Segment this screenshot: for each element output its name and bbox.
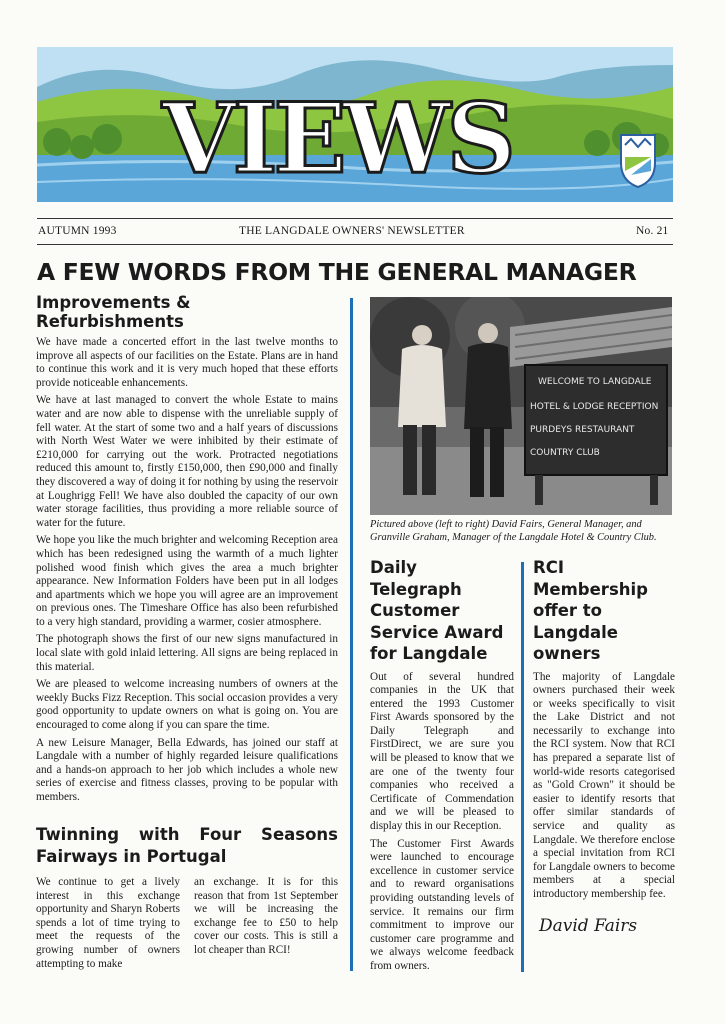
masthead-banner <box>37 47 673 202</box>
improvements-paragraph: A new Leisure Manager, Bella Edwards, has joined our staff at Langdale with a number of highly regarded leisure qualifications and a hands-on approach to her job which includes a whole new series of exercise and fitness classes, proving to be popular with members. <box>36 736 338 803</box>
telegraph-article <box>370 557 514 978</box>
twinning-body <box>36 876 338 975</box>
sign-line: HOTEL & LODGE RECEPTION <box>530 402 659 412</box>
issue-number: No. 21 <box>636 225 669 237</box>
header-rule-top <box>37 218 673 219</box>
twinning-col2: an exchange. It is for this reason that from 1st September we will be increasing the exchange fee to £50 to help cover our costs. This is still a lot cheaper than RCI! <box>194 876 338 956</box>
improvements-paragraph: We have made a concerted effort in the last twelve months to improve all aspects of our facilities on the Estate. Plans are in hand to continue this work and it is very much hoped that these efforts provide noticeable enhancements. <box>36 336 338 389</box>
improvements-heading: Improvements & Refurbishments <box>36 293 191 331</box>
telegraph-heading: Daily Telegraph Customer Service Award for Langdale <box>370 558 504 663</box>
twinning-heading-line1: Twinning with Four Seasons <box>36 825 338 844</box>
rci-body <box>533 671 675 902</box>
issue-season: AUTUMN 1993 <box>38 225 117 237</box>
photo-caption: Pictured above (left to right) David Fairs, General Manager, and Granville Graham, Manager of the Langdale Hotel & Country Club. <box>370 519 657 543</box>
twinning-article <box>36 824 338 975</box>
telegraph-body <box>370 671 514 974</box>
masthead-illustration <box>37 47 673 202</box>
rci-article <box>533 557 675 936</box>
improvements-body <box>36 336 338 805</box>
sign-line: PURDEYS RESTAURANT <box>530 425 635 435</box>
improvements-paragraph: We have at last managed to convert the whole Estate to mains water and are now able to dispense with the unreliable supply of fell water. At the start of some two and a half years of discussions with North West Water we were inhibited by their estimate of £210,000 for carrying out the work. Protracted negotiations reduced this amount to, firstly £150,000, then £90,000 and finally they discovered a way of doing it for nothing by using the reservoir at Loughrigg Fell! We have also doubled the capacity of our own water storage facilities, thus providing a more reliable source of water for the future. <box>36 394 338 529</box>
twinning-heading <box>36 824 338 868</box>
crest-icon <box>621 135 655 187</box>
column-divider <box>521 562 524 972</box>
sign-line: COUNTRY CLUB <box>530 448 600 458</box>
photo-managers <box>370 297 672 515</box>
rci-heading: RCI Membership offer to Langdale owners <box>533 558 648 663</box>
improvements-article <box>36 293 338 809</box>
page-headline: A FEW WORDS FROM THE GENERAL MANAGER <box>37 258 637 286</box>
sign-line: WELCOME TO LANGDALE <box>538 377 652 387</box>
improvements-paragraph: We hope you like the much brighter and welcoming Reception area which has been redesigned using the warmth of a much lighter polished wood finish which gives the area a much brighter appearance. New Information Folders have been put in all lodges and apartments which we hope you will agree are an improvement on previous ones. The Timeshare Office has also been refurbished to a very high standard, providing a warmer, cosier atmosphere. <box>36 534 338 628</box>
column-divider <box>350 298 353 971</box>
signature: David Fairs <box>539 915 638 936</box>
improvements-paragraph: We are pleased to welcome increasing numbers of owners at the weekly Bucks Fizz Reception. This social occasion provides a very good opportunity to update owners on what is going on. You are encouraged to come along if you can spare the time. <box>36 678 338 732</box>
improvements-paragraph: The photograph shows the first of our new signs manufactured in local slate with gold inlaid lettering. All signs are being replaced in this material. <box>36 633 338 673</box>
twinning-heading-line2: Fairways in Portugal <box>36 847 227 866</box>
header-rule-bottom <box>37 244 673 245</box>
newsletter-name: THE LANGDALE OWNERS' NEWSLETTER <box>239 225 465 237</box>
rci-paragraph: The majority of Langdale owners purchased their week or weeks specifically to visit the Lake District and not necessarily to exchange into the RCI system. Now that RCI has prepared a separate list of world-wide resorts categorised as "Gold Crown" it should be easier to identify resorts that offer similar standards of service and quality as Langdale. We therefore enclose a special invitation from RCI for Langdale owners to become members at a special introductory membership fee. <box>533 670 675 900</box>
telegraph-paragraph: The Customer First Awards were launched to encourage excellence in customer service and to reward organisations providing outstanding levels of service. It remains our firm commitment to improve our customer care programme and we always welcome feedback from owners. <box>370 837 514 972</box>
masthead-title: VIEWS <box>162 82 512 195</box>
telegraph-paragraph: Out of several hundred companies in the UK that entered the 1993 Customer First Awards sponsored by the Daily Telegraph and FirstDirect, we are sure you will be pleased to know that we are one of the twenty four companies who received a Certificate of Commendation and we will be pleased to display this in our Reception. <box>370 670 514 833</box>
twinning-col1: We continue to get a lively interest in this exchange opportunity and Sharyn Roberts spends a lot of time trying to meet the requests of the growing number of owners attempting to make <box>36 876 180 970</box>
